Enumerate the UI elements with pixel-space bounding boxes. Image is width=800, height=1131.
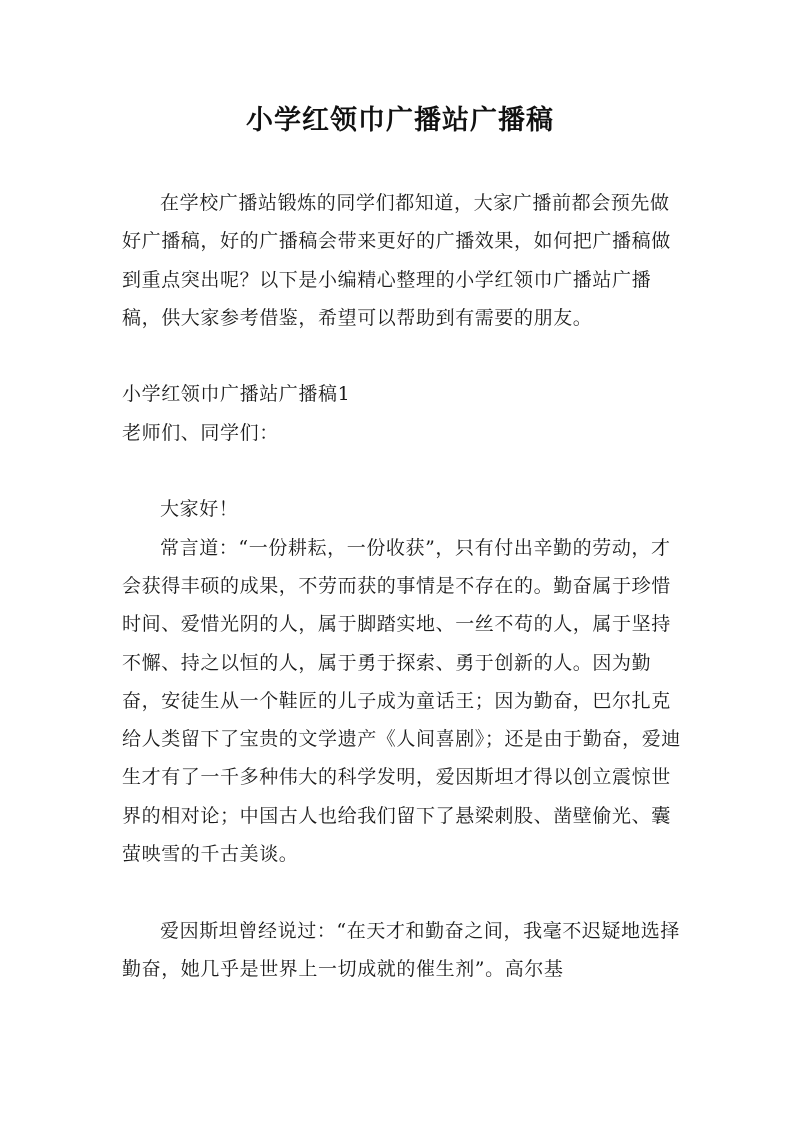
paragraph-gap (122, 873, 684, 911)
body-paragraph-2: 爱因斯坦曾经说过：“在天才和勤奋之间，我毫不迟疑地选择勤奋，她几乎是世界上一切成就的催生剂”。高尔基 (122, 919, 680, 980)
greeting: 大家好！ (160, 498, 239, 521)
section-heading: 小学红领巾广播站广播稿1 (122, 383, 351, 406)
document-title: 小学红领巾广播站广播稿 (246, 105, 554, 136)
paragraph-gap (122, 337, 684, 375)
body-paragraph-1: 常言道：“一份耕耘，一份收获”，只有付出辛勤的劳动，才会获得丰硕的成果，不劳而获的事情是不存在的。勤奋属于珍惜时间、爱惜光阴的人，属于脚踏实地、一丝不苟的人，属于坚持不懈、持之以恒的人，属于勇于探索、勇于创新的人。因为勤奋，安徒生从一个鞋匠的儿子成为童话王；因为勤奋，巴尔扎克给人类留下了宝贵的文学遗产《人间喜剧》；还是由于勤奋，爱迪生才有了一千多种伟大的科学发明，爱因斯坦才得以创立震惊世界的相对论；中国古人也给我们留下了悬梁刺股、凿壁偷光、囊萤映雪的千古美谈。 (122, 536, 681, 866)
paragraph-gap (122, 452, 684, 490)
salutation: 老师们、同学们： (122, 421, 279, 444)
intro-paragraph: 在学校广播站锻炼的同学们都知道，大家广播前都会预先做好广播稿，好的广播稿会带来更好的广播效果，如何把广播稿做到重点突出呢？以下是小编精心整理的小学红领巾广播站广播稿，供大家参考借鉴，希望可以帮助到有需要的朋友。 (122, 192, 671, 329)
document-body (122, 184, 684, 988)
